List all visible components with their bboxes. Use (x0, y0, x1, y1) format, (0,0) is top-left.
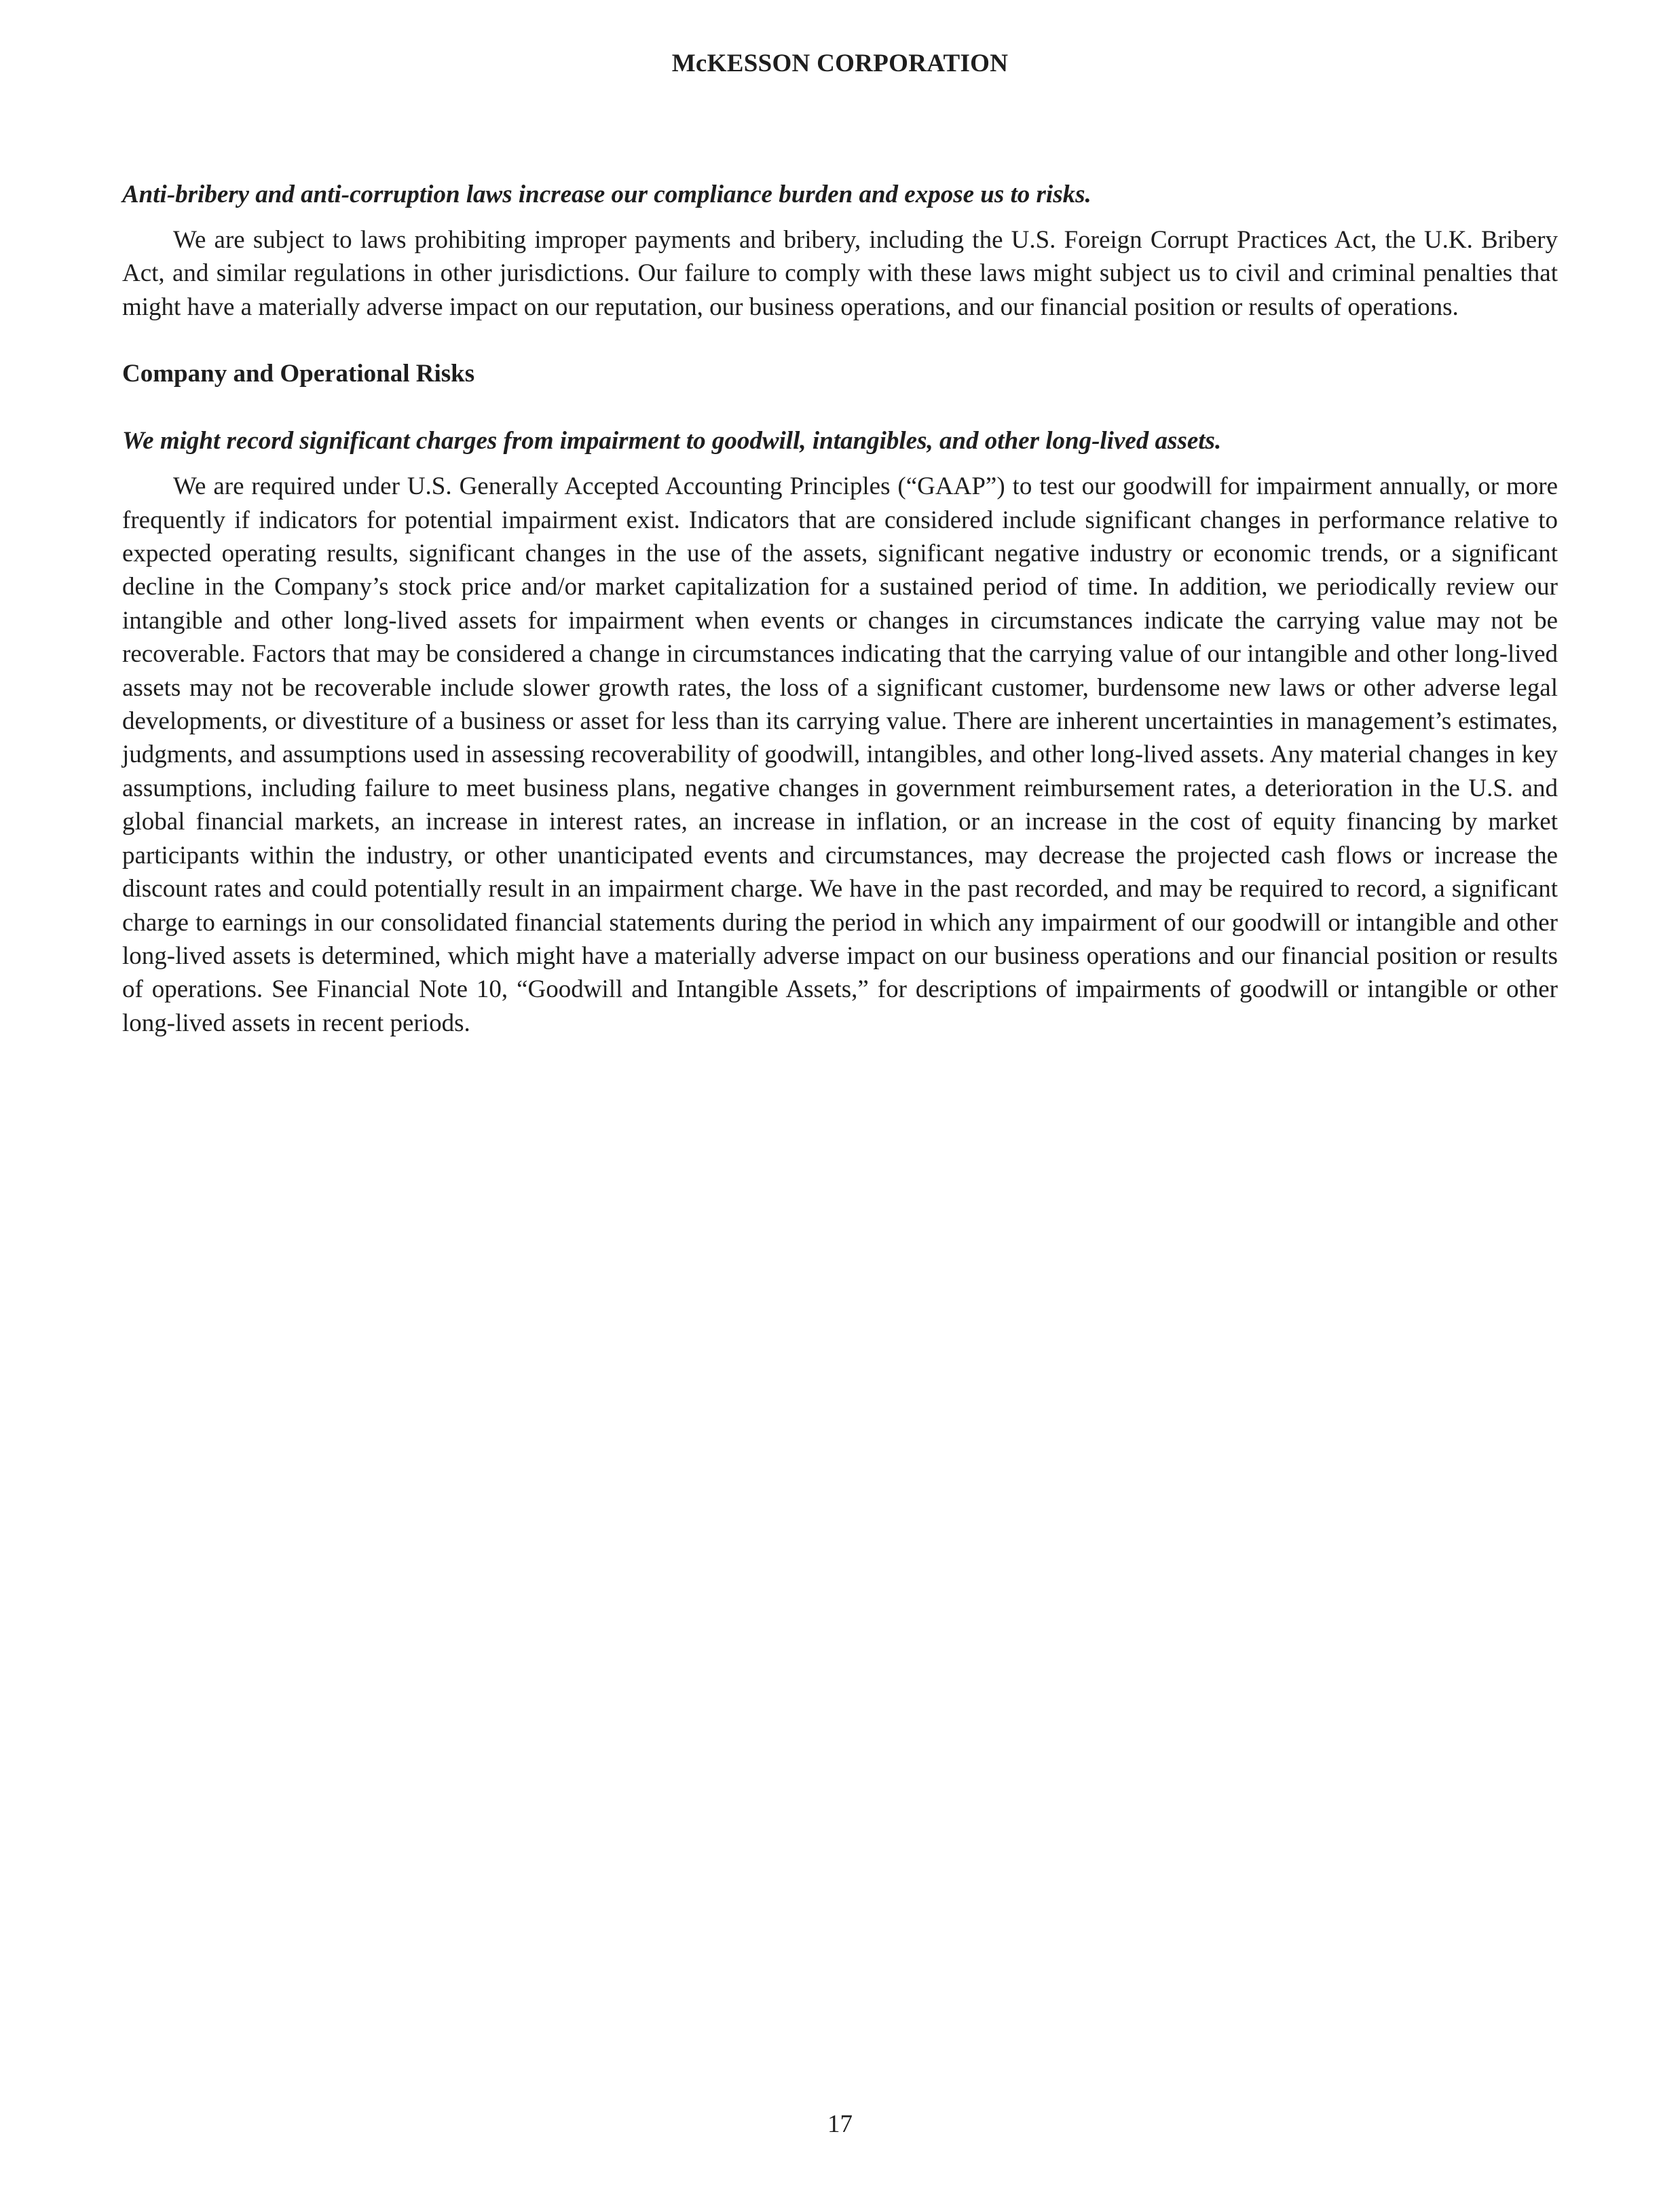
page-number: 17 (827, 2110, 853, 2138)
spacer (122, 212, 1558, 223)
spacer (122, 324, 1558, 357)
impairment-paragraph: We are required under U.S. Generally Accepted Accounting Principles (“GAAP”) to test our goodwill for impairment annually, or more frequently if indicators for potential impairment exist. Indicators that are considered include significant changes in performance relative to expected operating results, significant changes in the use of the assets, significant negative industry or economic trends, or a significant decline in the Company’s stock price and/or market capitalization for a sustained period of time. In addition, we periodically review our intangible and other long-lived assets for impairment when events or changes in circumstances indicate the carrying value may not be recoverable. Factors that may be considered a change in circumstances indicating that the carrying value of our intangible and other long-lived assets may not be recoverable include slower growth rates, the loss of a significant customer, burdensome new laws or other adverse legal developments, or divestiture of a business or asset for less than its carrying value. There are inherent uncertainties in management’s estimates, judgments, and assumptions used in assessing recoverability of goodwill, intangibles, and other long-lived assets. Any material changes in key assumptions, including failure to meet business plans, negative changes in government reimbursement rates, a deterioration in the U.S. and global financial markets, an increase in interest rates, an increase in inflation, or an increase in the cost of equity financing by market participants within the industry, or other unanticipated events and circumstances, may decrease the projected cash flows or increase the discount rates and could potentially result in an impairment charge. We have in the past recorded, and may be required to record, a significant charge to earnings in our consolidated financial statements during the period in which any impairment of our goodwill or intangible and other long-lived assets is determined, which might have a materially adverse impact on our business operations and our financial position or results of operations. See Financial Note 10, “Goodwill and Intangible Assets,” for descriptions of impairments of goodwill or intangible or other long-lived assets in recent periods. (122, 472, 1558, 1037)
page-header-title: McKESSON CORPORATION (671, 50, 1009, 77)
anti-bribery-heading: Anti-bribery and anti-corruption laws increase our compliance burden and expose us to risks. (122, 181, 1091, 208)
company-operational-risks-heading: Company and Operational Risks (122, 360, 475, 388)
spacer (122, 391, 1558, 424)
impairment-heading: We might record significant charges from impairment to goodwill, intangibles, and other long-lived assets. (122, 427, 1222, 455)
document-body (122, 178, 1558, 1040)
spacer (122, 458, 1558, 470)
anti-bribery-paragraph: We are subject to laws prohibiting improper payments and bribery, including the U.S. Foreign Corrupt Practices Act, the U.K. Bribery Act, and similar regulations in other jurisdictions. Our failure to comply with these laws might subject us to civil and criminal penalties that might have a materially adverse impact on our reputation, our business operations, and our financial position or results of operations. (122, 226, 1558, 321)
